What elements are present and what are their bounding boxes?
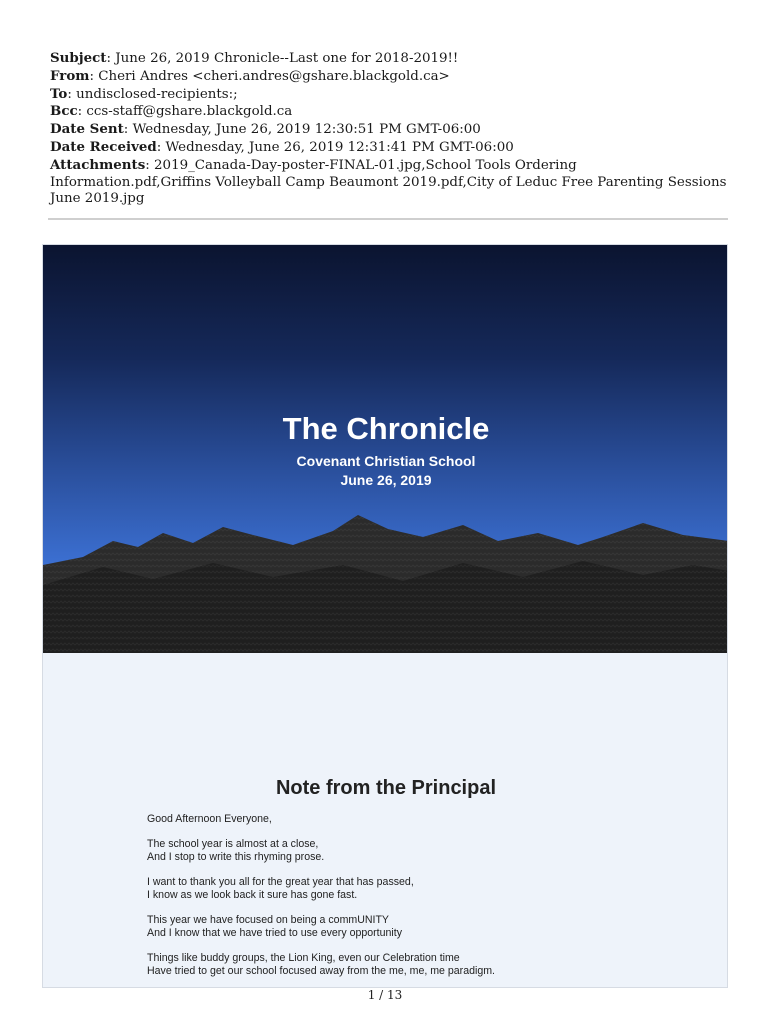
subject-value: June 26, 2019 Chronicle--Last one for 2018-2019!! [115, 51, 459, 66]
stanza-line: And I know that we have tried to use every opportunity [147, 927, 402, 939]
subject-line: Subject: June 26, 2019 Chronicle--Last one for 2018-2019!! [50, 50, 459, 66]
attachments-value[interactable]: 2019_Canada-Day-poster-FINAL-01.jpg,School Tools Ordering Information.pdf,Griffins Volleyball Camp Beaumont 2019.pdf,City of Leduc Free Parenting Sessions June 2019.jpg [50, 157, 727, 207]
principal-note-heading: Note from the Principal [275, 777, 497, 799]
school-name: Covenant Christian School [296, 453, 476, 469]
stanza [147, 952, 667, 978]
bcc-line: Bcc: ccs-staff@gshare.blackgold.ca [50, 103, 293, 120]
date-received-value: Wednesday, June 26, 2019 12:31:41 PM GMT-06:00 [165, 139, 514, 155]
stanza-line: Things like buddy groups, the Lion King, even our Celebration time [147, 952, 460, 964]
date-sent-value: Wednesday, June 26, 2019 12:30:51 PM GMT-06:00 [132, 122, 481, 138]
from-line: From: Cheri Andres <cheri.andres@gshare.blackgold.ca> [50, 67, 450, 84]
attachments-label: Attachments [50, 156, 146, 173]
stanza-line: I want to thank you all for the great year that has passed, [147, 876, 414, 888]
header-divider [48, 218, 728, 220]
newsletter-date: June 26, 2019 [340, 472, 432, 488]
email-header [50, 50, 730, 208]
newsletter-title: The Chronicle [282, 411, 490, 446]
stanza-line: The school year is almost at a close, [147, 838, 319, 850]
stanza [147, 838, 667, 864]
to-label: To [50, 85, 68, 102]
from-label: From [50, 67, 90, 84]
newsletter-frame [42, 244, 728, 988]
stanza-line: I know as we look back it sure has gone fast. [147, 889, 358, 901]
principal-note-body [147, 813, 667, 988]
from-value: Cheri Andres <cheri.andres@gshare.blackgold.ca> [98, 68, 450, 84]
page-indicator: 1 / 13 [367, 988, 403, 1002]
date-received-line: Date Received: Wednesday, June 26, 2019 12:31:41 PM GMT-06:00 [50, 138, 514, 155]
stanza [147, 914, 667, 940]
to-value: undisclosed-recipients:; [76, 86, 238, 102]
stanza-line: Have tried to get our school focused away from the me, me, me paradigm. [147, 965, 495, 977]
bcc-label: Bcc [50, 103, 78, 120]
stanza-line: This year we have focused on being a commUNITY [147, 914, 390, 926]
date-received-label: Date Received [50, 138, 157, 155]
greeting: Good Afternoon Everyone, [147, 813, 272, 825]
attachments-line: Attachments: 2019_Canada-Day-poster-FINAL-01.jpg,School Tools Ordering Information.pdf,Griffins Volleyball Camp Beaumont 2019.pdf,City of Leduc Free Parenting Sessions June 2019.jpg [50, 156, 727, 207]
bcc-value: ccs-staff@gshare.blackgold.ca [86, 104, 293, 120]
to-line: To: undisclosed-recipients:; [50, 85, 238, 102]
stanza [147, 876, 667, 902]
date-sent-line: Date Sent: Wednesday, June 26, 2019 12:30:51 PM GMT-06:00 [50, 121, 481, 138]
mountain-silhouette-image [43, 245, 728, 653]
date-sent-label: Date Sent [50, 121, 124, 138]
stanza-line: And I stop to write this rhyming prose. [147, 851, 325, 863]
subject-label: Subject [50, 50, 107, 66]
newsletter-banner [43, 245, 728, 653]
